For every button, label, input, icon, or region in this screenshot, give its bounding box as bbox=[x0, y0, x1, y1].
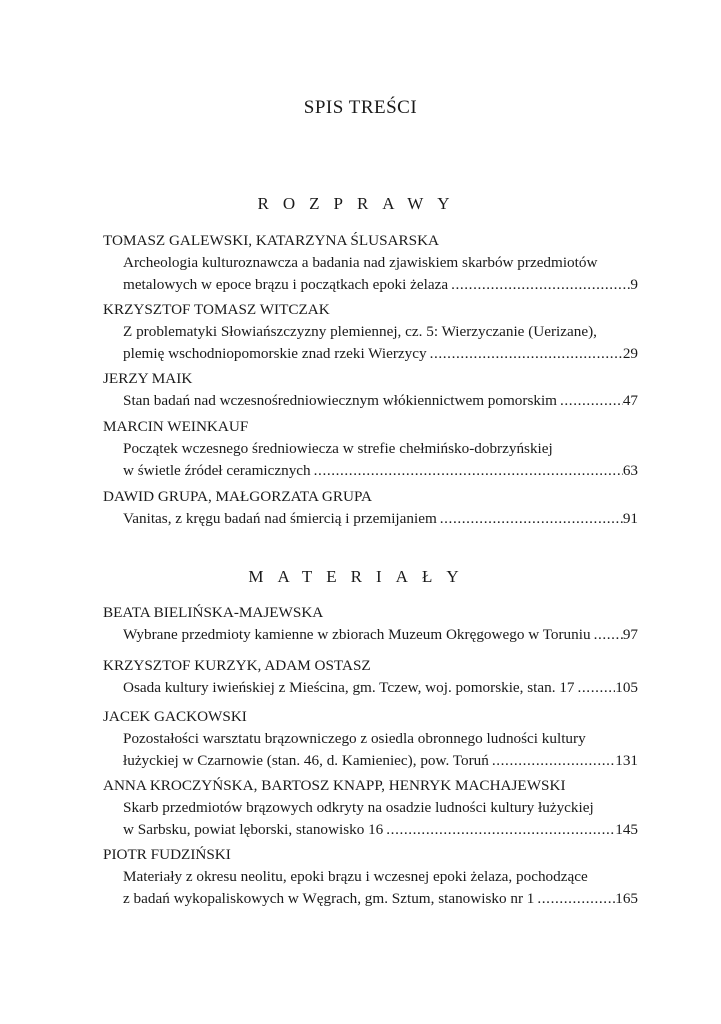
entry-title-last-line bbox=[103, 677, 638, 699]
entry-title-text: Wybrane przedmioty kamienne w zbiorach Muzeum Okręgowego w Toruniu bbox=[123, 626, 591, 643]
entry-title-last-line bbox=[103, 508, 638, 530]
entry-page-number: 131 bbox=[615, 752, 638, 769]
dot-leader bbox=[575, 677, 616, 699]
dot-leader bbox=[448, 274, 630, 296]
entry-title-line: Materiały z okresu neolitu, epoki brązu i wczesnej epoki żelaza, pochodzące bbox=[123, 868, 588, 885]
toc-entry[interactable] bbox=[103, 416, 638, 482]
toc-entry[interactable] bbox=[103, 602, 638, 646]
toc-entry[interactable] bbox=[103, 775, 638, 841]
entry-title-text: w Sarbsku, powiat lęborski, stanowisko 16 bbox=[123, 821, 384, 838]
entry-title-text: łużyckiej w Czarnowie (stan. 46, d. Kamieniec), pow. Toruń bbox=[123, 752, 489, 769]
dot-leader bbox=[591, 624, 623, 646]
dot-leader bbox=[383, 819, 615, 841]
entry-title-text: z badań wykopaliskowych w Węgrach, gm. Sztum, stanowisko nr 1 bbox=[123, 890, 535, 907]
entry-page-number: 9 bbox=[630, 276, 638, 293]
entry-authors: JACEK GACKOWSKI bbox=[103, 708, 247, 725]
entry-title-text: Osada kultury iwieńskiej z Mieścina, gm. Tczew, woj. pomorskie, stan. 17 bbox=[123, 679, 575, 696]
entry-title-text: w świetle źródeł ceramicznych bbox=[123, 462, 311, 479]
entry-title-last-line bbox=[103, 460, 638, 482]
entry-title-line: Skarb przedmiotów brązowych odkryty na osadzie ludności kultury łużyckiej bbox=[123, 799, 594, 816]
dot-leader bbox=[534, 888, 615, 910]
entry-title-last-line bbox=[103, 390, 638, 412]
entry-title-line: Pozostałości warsztatu brązowniczego z osiedla obronnego ludności kultury bbox=[123, 730, 586, 747]
entry-page-number: 145 bbox=[615, 821, 638, 838]
entry-page-number: 47 bbox=[622, 392, 638, 409]
entry-page-number: 29 bbox=[622, 345, 638, 362]
toc-entry[interactable] bbox=[103, 368, 638, 412]
toc-entry[interactable] bbox=[103, 486, 638, 530]
entry-title-text: metalowych w epoce brązu i początkach epoki żelaza bbox=[123, 276, 449, 293]
toc-entry[interactable] bbox=[103, 655, 638, 699]
entry-title-last-line bbox=[103, 819, 638, 841]
dot-leader bbox=[437, 508, 623, 530]
entry-authors: JERZY MAIK bbox=[103, 370, 193, 387]
section-heading-rozprawy: ROZPRAWY bbox=[257, 194, 464, 213]
entry-title-text: Stan badań nad wczesnośredniowiecznym włókiennictwem pomorskim bbox=[123, 392, 558, 409]
entry-page-number: 165 bbox=[615, 890, 638, 907]
toc-entry[interactable] bbox=[103, 230, 638, 296]
entry-authors: BEATA BIELIŃSKA-MAJEWSKA bbox=[103, 604, 324, 621]
entry-title-text: Vanitas, z kręgu badań nad śmiercią i przemijaniem bbox=[123, 510, 437, 527]
entry-title-last-line bbox=[103, 343, 638, 365]
entry-title-last-line bbox=[103, 750, 638, 772]
entry-title-last-line bbox=[103, 888, 638, 910]
entry-authors: PIOTR FUDZIŃSKI bbox=[103, 846, 231, 863]
entry-page-number: 105 bbox=[615, 679, 638, 696]
page-title: SPIS TREŚCI bbox=[303, 97, 418, 118]
entry-authors: KRZYSZTOF TOMASZ WITCZAK bbox=[103, 301, 330, 318]
entry-authors: MARCIN WEINKAUF bbox=[103, 418, 249, 435]
entry-title-text: plemię wschodniopomorskie znad rzeki Wierzycy bbox=[123, 345, 427, 362]
dot-leader bbox=[311, 460, 623, 482]
toc-entry[interactable] bbox=[103, 706, 638, 772]
entry-authors: TOMASZ GALEWSKI, KATARZYNA ŚLUSARSKA bbox=[103, 232, 440, 249]
section-heading-materialy: MATERIAŁY bbox=[248, 567, 473, 586]
entry-authors: DAWID GRUPA, MAŁGORZATA GRUPA bbox=[103, 488, 373, 505]
entry-page-number: 63 bbox=[622, 462, 638, 479]
entry-title-last-line bbox=[103, 624, 638, 646]
dot-leader bbox=[489, 750, 615, 772]
entry-title-line: Początek wczesnego średniowiecza w strefie chełmińsko-dobrzyńskiej bbox=[123, 440, 553, 457]
entry-title-last-line bbox=[103, 274, 638, 296]
dot-leader bbox=[427, 343, 623, 365]
entry-title-line: Archeologia kulturoznawcza a badania nad zjawiskiem skarbów przedmiotów bbox=[123, 254, 598, 271]
entry-authors: KRZYSZTOF KURZYK, ADAM OSTASZ bbox=[103, 657, 371, 674]
toc-entry[interactable] bbox=[103, 299, 638, 365]
entry-title-line: Z problematyki Słowiańszczyzny plemiennej, cz. 5: Wierzyczanie (Uerizane), bbox=[123, 323, 597, 340]
entry-authors: ANNA KROCZYŃSKA, BARTOSZ KNAPP, HENRYK MACHAJEWSKI bbox=[103, 777, 566, 794]
toc-entry[interactable] bbox=[103, 844, 638, 910]
entry-page-number: 91 bbox=[622, 510, 638, 527]
dot-leader bbox=[557, 390, 623, 412]
entry-page-number: 97 bbox=[622, 626, 638, 643]
